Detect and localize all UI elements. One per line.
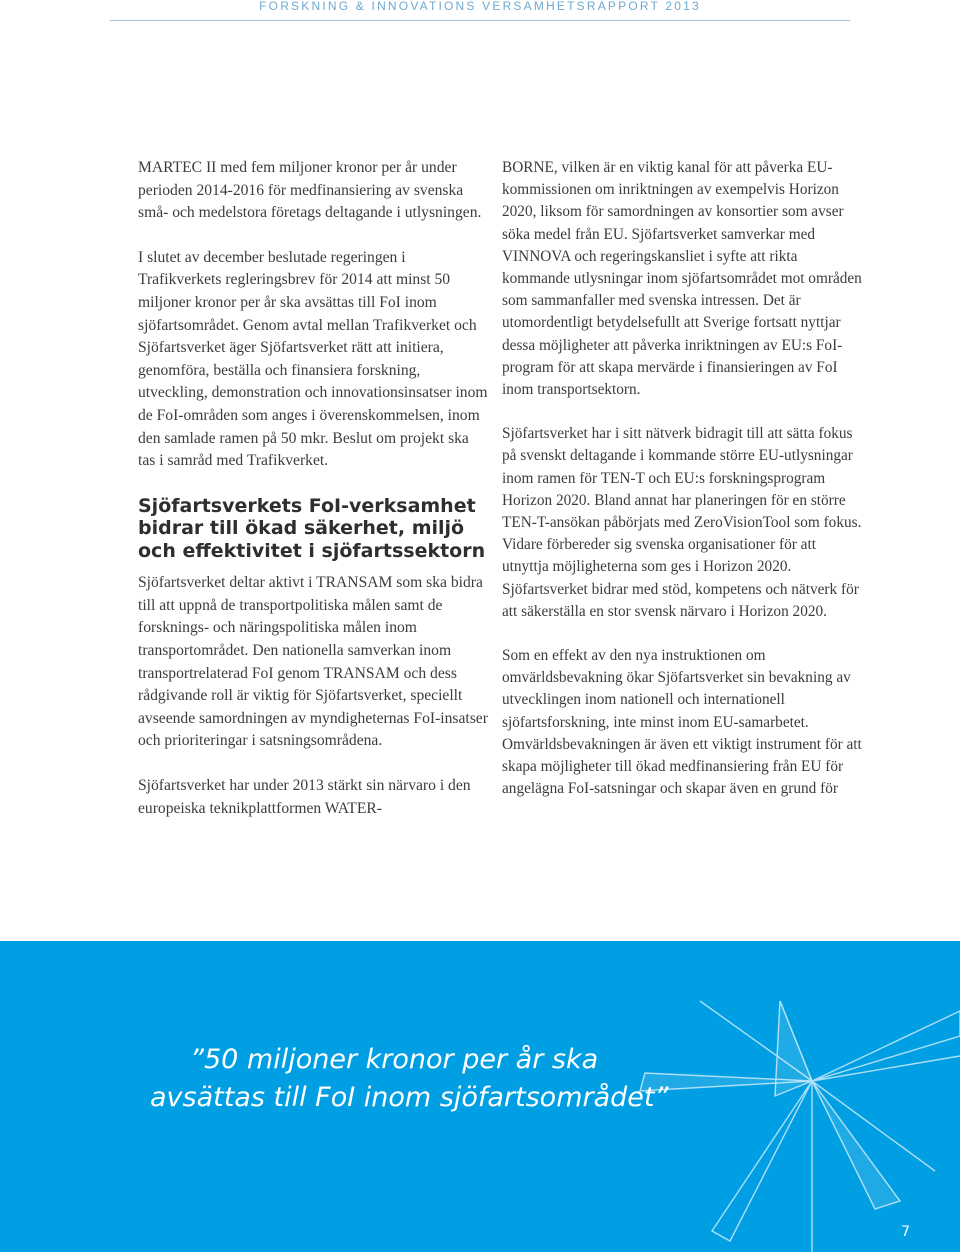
left-column bbox=[138, 157, 488, 842]
right-column bbox=[502, 157, 862, 822]
pull-quote-line-1: ”50 miljoner kronor per år ska bbox=[190, 1044, 599, 1075]
left-paragraph-4: Sjöfartsverket har under 2013 stärkt sin närvaro i den europeiska teknikplattformen WATER- bbox=[138, 776, 471, 817]
running-header-title: FORSKNING & INNOVATIONS VERSAMHETSRAPPORT 2013 bbox=[259, 0, 701, 13]
right-paragraph-2: Sjöfartsverket har i sitt nätverk bidragit till att sätta fokus på svenskt deltagande i kommande större EU-utlysningar inom ramen för TEN-T och EU:s forskningsprogram Horizon 2020. Bland annat har planeringen för en större TEN-T-ansökan påbörjats med ZeroVisionTool som fokus. Vidare förbereder sig svenska organisationer för att utnyttja möjligheterna som ges i Horizon 2020. Sjöfartsverket bidrar med stöd, kompetens och nätverk för att säkerställa en stor svensk närvaro i Horizon 2020. bbox=[502, 425, 862, 620]
running-header bbox=[110, 0, 850, 21]
pull-quote bbox=[150, 1041, 710, 1117]
section-heading: Sjöfartsverkets FoI-verksamhet bidrar till ökad säkerhet, miljö och effektivitet i sjöfartssektorn bbox=[138, 494, 486, 562]
right-paragraph-3: Som en effekt av den nya instruktionen om omvärldsbevakning ökar Sjöfartsverket sin bevakning av utvecklingen inom nationell och internationell sjöfartsforskning, inte minst inom EU-samarbetet. Omvärldsbevakningen är även ett viktigt instrument för att skapa möjligheter till ökad medfinansiering från EU för angelägna FoI-satsningar och skapar även en grund för bbox=[502, 647, 862, 798]
left-paragraph-3: Sjöfartsverket deltar aktivt i TRANSAM som ska bidra till att uppnå de transportpolitiska målen samt de forsknings- och näringspolitiska målen inom transportområdet. Den nationella samverkan inom transportrelaterad FoI genom TRANSAM och dess rådgivande roll är viktig för Sjöfartsverket, speciellt avseende samordningen av myndigheternas FoI-insatser och prioriteringar i satsningsområdena. bbox=[138, 574, 488, 750]
page-number: 7 bbox=[901, 1224, 910, 1240]
pull-quote-line-2: avsättas till FoI inom sjöfartsområdet” bbox=[150, 1082, 669, 1113]
right-paragraph-1: BORNE, vilken är en viktig kanal för att påverka EU-kommissionen om inriktningen av exempelvis Horizon 2020, liksom för samordningen av konsortier som avser söka medel från EU. Sjöfartsverket samverkar med VINNOVA och regeringskansliet i syfte att rikta kommande utlysningar inom sjöfartsområdet mot områden som sammanfaller med svenska intressen. Det är utomordentligt betydelsefullt att Sverige fortsatt nyttjar dessa möjligheter att påverka inriktningen av EU:s FoI-program för att skapa mervärde i finansieringen av FoI inom transportsektorn. bbox=[502, 159, 862, 399]
left-paragraph-1: MARTEC II med fem miljoner kronor per år under perioden 2014-2016 för medfinansiering av svenska små- och medelstora företags deltagande i utlysningen. bbox=[138, 159, 482, 222]
quote-band bbox=[0, 941, 960, 1252]
left-paragraph-2: I slutet av december beslutade regeringen i Trafikverkets regleringsbrev för 2014 att minst 50 miljoner kronor per år ska avsättas till FoI inom sjöfartsområdet. Genom avtal mellan Trafikverket och Sjöfartsverket äger Sjöfartsverket rätt att initiera, genomföra, beställa och finansiera forskning, utveckling, demonstration och innovationsinsatser inom de FoI-områden som anges i överenskommelsen, inom den samlade ramen på 50 mkr. Beslut om projekt ska tas i samråd med Trafikverket. bbox=[138, 248, 488, 470]
